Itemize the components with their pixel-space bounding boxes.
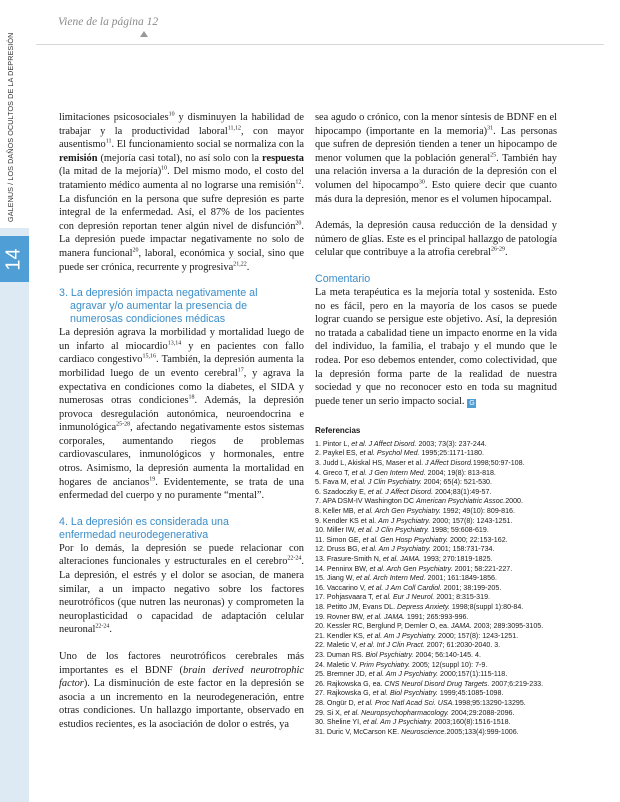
reference-journal: Am J Psychiatry. <box>378 516 431 525</box>
page-number-tab <box>0 236 29 282</box>
reference-number: 10. <box>315 526 325 535</box>
text-run: . Evidentemente, se trata de una enfermedad del cuerpo y no puramente “mental”. <box>59 476 304 502</box>
citation: 19 <box>149 476 156 483</box>
reference-journal: et al. J Am Coll Cardiol. <box>367 583 442 592</box>
reference-journal: American Psychiatric Assoc. <box>415 497 506 506</box>
text-run: . Esto quiere decir que cuanto más dura la depresión, menor es el volumen hipocampal. <box>315 179 557 205</box>
reference-journal: et al. J Affect Disord. <box>351 439 417 448</box>
reference-authors: Pintor L, <box>322 439 352 448</box>
reference-details: 2000; 157(8): 1243-1251. <box>436 631 519 640</box>
reference-journal: et al. Am J Psychiatry. <box>366 631 437 640</box>
heading-line: agravar y/o aumentar la presencia de <box>70 300 248 313</box>
citation: 11,12 <box>227 125 241 132</box>
references-list <box>315 440 557 737</box>
paragraph-glia <box>315 219 557 260</box>
bold-term: remisión <box>59 152 98 164</box>
reference-number: 3. <box>315 459 321 468</box>
reference-number: 22. <box>315 641 325 650</box>
reference-details: 2000;157(1):115-118. <box>438 670 508 679</box>
reference-item <box>315 709 557 719</box>
reference-authors: Maletic V, <box>326 641 360 650</box>
continued-from-note: Viene de la página 12 <box>58 16 159 28</box>
reference-item <box>315 469 557 479</box>
comentario-heading: Comentario <box>315 272 371 285</box>
text-run: . <box>504 247 508 259</box>
end-mark-icon: G <box>469 399 475 407</box>
reference-number: 29. <box>315 708 325 717</box>
text-run: limitaciones psicosociales <box>59 112 169 123</box>
reference-authors: Pohjasvaara T, <box>326 593 376 602</box>
reference-details: 2004;83(1):49-57. <box>433 487 492 496</box>
reference-journal: Biol Psychiatry. <box>365 650 414 659</box>
reference-journal: et al. Int J Clin Pract. <box>359 641 425 650</box>
reference-item <box>315 449 557 459</box>
reference-item <box>315 632 557 642</box>
citation: 10 <box>161 165 168 172</box>
left-column <box>59 111 304 745</box>
text-run: . Además, la depresión provoca desregulación autonómica, neuroendocrina e inmunológica <box>59 395 304 434</box>
reference-authors: APA DSM-IV Washington DC <box>322 497 416 506</box>
reference-item <box>315 670 557 680</box>
text-run: . La depresión, el estrés y el dolor se asocian, de manera similar, a un impacto negativo sobre los factores neurotróficos (que nutren las neuronas) y comprometen la neuroplasticidad o capacidad de adaptación celular neuronal <box>59 556 304 636</box>
reference-number: 1. <box>315 439 321 448</box>
reference-journal: JAMA. <box>450 622 472 631</box>
reference-details: 2001; 158:731-734. <box>430 545 495 554</box>
reference-journal: et al. Arch Gen Psychiatry. <box>357 507 441 516</box>
reference-details: 1992; 49(10): 809-816. <box>440 507 515 516</box>
reference-details: 2004; 19(8): 813-818. <box>425 468 496 477</box>
reference-details: 2004;29:2088-2096. <box>448 708 515 717</box>
reference-number: 17. <box>315 593 325 602</box>
reference-number: 26. <box>315 679 325 688</box>
text-run: La depresión agrava la morbilidad y mortalidad luego de un infarto al miocardio <box>59 327 304 352</box>
reference-number: 6. <box>315 487 321 496</box>
heading-line: 3. La depresión impacta negativamente al <box>59 287 258 300</box>
reference-item <box>315 641 557 651</box>
reference-number: 27. <box>315 689 325 698</box>
text-run: , laboral, económica y social, sino que puede ser crónica, recurrente y progresiva <box>59 247 304 273</box>
reference-authors: Penninx BW, <box>326 564 370 573</box>
reference-journal: et al. Neuropsychopharmacology. <box>343 708 449 717</box>
heading-line: enfermedad neurodegenerativa <box>59 528 209 541</box>
text-run: (mejoría casi total), no así solo con la <box>97 152 263 164</box>
reference-number: 24. <box>315 660 325 669</box>
reference-details: 1995;25:1171-1180. <box>419 449 484 458</box>
reference-number: 21. <box>315 631 325 640</box>
reference-journal: et al. JAMA. <box>382 555 422 563</box>
reference-details: 2005; 12(suppl 10): 7-9. <box>410 660 488 669</box>
bold-term: respuesta <box>262 152 304 164</box>
reference-authors: Duric V, McCarson KE. <box>326 727 402 736</box>
citation: 22-24 <box>287 555 302 562</box>
paragraph-bdnf <box>59 650 304 732</box>
reference-authors: Duman RS. <box>326 650 366 659</box>
reference-item <box>315 459 557 469</box>
reference-journal: et al. J Clin Psychiatry. <box>350 478 422 487</box>
citation: 12 <box>295 179 302 186</box>
references-heading: Referencias <box>315 426 361 436</box>
reference-authors: Rajkowska G, <box>326 689 373 698</box>
reference-number: 28. <box>315 698 325 707</box>
reference-journal: et al. JAMA. <box>366 612 405 621</box>
reference-number: 23. <box>315 650 325 659</box>
comentario-paragraph <box>315 286 557 408</box>
reference-item <box>315 565 557 575</box>
reference-journal: Depress Anxiety. <box>397 602 450 611</box>
reference-item <box>315 526 557 536</box>
running-title: GALENUS / LOS DAÑOS OCULTOS DE LA DEPRESIÓN <box>6 32 15 222</box>
reference-details: 2003;160(8):1516-1518. <box>432 718 511 727</box>
reference-authors: Simon GE, <box>326 535 363 544</box>
italic-term: brain derived neurotrophic factor <box>59 664 305 690</box>
reference-authors: Frasure-Smith N, <box>326 555 383 563</box>
text-run: . <box>246 261 250 273</box>
triangle-up-icon <box>140 31 148 37</box>
text-run: (la mitad de la mejoría) <box>59 166 162 178</box>
reference-number: 25. <box>315 670 325 679</box>
reference-journal: et al. Gen Hosp Psychiatry. <box>362 535 449 544</box>
reference-details: 2005;133(4):999-1006. <box>446 727 519 736</box>
sidebar-band <box>0 228 29 802</box>
reference-details: 2004; 65(4): 521-530. <box>421 478 492 487</box>
reference-journal: et al. J Clin Psychiatry. <box>358 526 430 535</box>
reference-authors: Rovner BW, <box>326 612 367 621</box>
text-run: , afectando negativamente estos sistemas corporales, aumentando riegos de problemas cardiovasculares, inmunológicos y hormonales, entre otros. Asimismo, la depresión aumenta la mortalidad en hogares de ancianos <box>59 422 304 488</box>
text-run: y en pacientes con fallo cardiaco congestivo <box>59 340 304 366</box>
paragraph-functional-impact <box>59 111 304 274</box>
reference-journal: Neuroscience. <box>401 727 447 736</box>
reference-item <box>315 440 557 450</box>
reference-details: 1998;95:13290-13295. <box>454 698 526 707</box>
reference-journal: et al. Psychol Med. <box>359 449 420 458</box>
reference-item <box>315 603 557 613</box>
reference-authors: Petitto JM, Evans DL. <box>326 602 398 611</box>
reference-number: 15. <box>315 574 325 583</box>
text-run: . Del mismo modo, el costo del tratamiento médico aumenta al no lograrse una remisión <box>59 166 305 191</box>
text-run: . <box>109 624 112 636</box>
reference-details: 2003; 289:3095-3105. <box>471 622 544 631</box>
text-run: , con mayor ausentismo <box>59 125 304 151</box>
reference-number: 13. <box>315 555 325 563</box>
header-divider <box>36 44 604 45</box>
reference-journal: et al. Arch Intern Med. <box>356 574 426 583</box>
reference-authors: Vaccarino V, <box>326 583 368 592</box>
citation: 31 <box>487 125 494 132</box>
reference-item <box>315 593 557 603</box>
paragraph-neurodegenerative <box>59 542 304 637</box>
reference-details: 1991; 265:993-996. <box>404 612 469 621</box>
reference-item <box>315 507 557 517</box>
citation: 18 <box>188 394 195 401</box>
reference-number: 9. <box>315 516 321 525</box>
reference-details: 2001; 8:315-319. <box>434 593 490 602</box>
reference-journal: Prim Psychiatry. <box>359 660 411 669</box>
reference-details: 2001; 38:199-205. <box>441 583 502 592</box>
section-heading-4 <box>59 516 304 542</box>
citation: 25-28 <box>116 421 131 428</box>
paragraph-medical-conditions <box>59 326 304 503</box>
reference-journal: et al. Am J Psychiatry. <box>363 718 433 727</box>
text-run: . El funcionamiento social se normaliza con la <box>111 139 304 151</box>
reference-number: 7. <box>315 497 321 506</box>
citation: 25 <box>490 152 497 159</box>
reference-details: 2000; 22:153-162. <box>448 535 508 544</box>
reference-authors: Greco T, <box>322 468 352 477</box>
reference-number: 8. <box>315 507 321 516</box>
reference-authors: Ongür D, <box>326 698 358 707</box>
paragraph-hippocampus <box>315 111 557 206</box>
reference-authors: Keller MB, <box>322 507 358 516</box>
text-run: , y agrava la expectativa en condiciones como la diabetes, el SIDA y numerosas otras condiciones <box>59 367 304 407</box>
reference-details: 1993; 270:1819-1825. <box>421 555 493 563</box>
text-run: . También, la depresión aumenta la morbilidad luego de un evento cerebral <box>59 354 304 379</box>
reference-details: 1998; 59:608-619. <box>429 526 489 535</box>
reference-number: 4. <box>315 468 321 477</box>
reference-journal: et al. J Gen Intern Med. <box>351 468 426 477</box>
reference-item <box>315 574 557 584</box>
reference-journal: CNS Neurol Disord Drug Targets. <box>384 679 490 688</box>
reference-item <box>315 517 557 527</box>
reference-details: 1999;45:1085-1098. <box>437 689 504 698</box>
reference-item <box>315 718 557 728</box>
reference-authors: Fava M, <box>322 478 351 487</box>
reference-item <box>315 651 557 661</box>
citation: 30 <box>418 179 425 186</box>
reference-authors: Kessler RC, Berglund P, Demler O, ea. <box>326 622 451 631</box>
citation: 15,16 <box>142 353 156 360</box>
reference-authors: Szadoczky E, <box>322 487 368 496</box>
reference-item <box>315 497 557 507</box>
reference-details: 1998;50:97-108. <box>472 459 525 468</box>
text-run: . Las personas que sufren de depresión tienden a tener un hipocampo de menor volumen que la población general <box>315 125 557 164</box>
reference-details: 2007;6:219-233. <box>489 679 544 688</box>
reference-journal: et al. J Affect Disord. <box>367 487 434 496</box>
reference-number: 16. <box>315 583 325 592</box>
reference-journal: et al. Am J Psychiatry. <box>361 545 431 554</box>
reference-details: 2004; 56:140-145. 4. <box>413 650 481 659</box>
citation: 26-29 <box>490 246 505 253</box>
citation: 20 <box>132 247 139 254</box>
reference-number: 19. <box>315 612 325 621</box>
reference-item <box>315 584 557 594</box>
citation: 11 <box>105 138 112 145</box>
reference-details: 1998;8(suppl 1):80-84. <box>449 602 524 611</box>
reference-item <box>315 728 557 738</box>
text-run: sea agudo o crónico, con la menor síntesis de BDNF en el hipocampo (importante en la memoria) <box>315 112 557 137</box>
sidebar <box>0 0 29 802</box>
text-run: y disminuyen la habilidad de trabajar y la productividad laboral <box>59 112 304 137</box>
reference-authors: Si X, <box>326 708 344 717</box>
reference-authors: Sheline YI, <box>326 718 364 727</box>
text-run: . La disfunción en la persona que sufre depresión es parte integral de la enfermedad. Así, el 87% de los pacientes con depresión reportan tener algún nivel de disfunción <box>59 179 304 232</box>
reference-item <box>315 555 557 565</box>
reference-item <box>315 661 557 671</box>
text-run: Por lo demás, la depresión se puede relacionar con alteraciones funcionales y estructurales en el cerebro <box>59 542 304 568</box>
reference-item <box>315 488 557 498</box>
reference-journal: et al. Proc Natl Acad Sci. USA. <box>357 698 455 707</box>
reference-item <box>315 613 557 623</box>
citation: 20 <box>295 220 302 227</box>
citation: 21,22 <box>233 261 247 268</box>
reference-journal: et al. Biol Psychiatry. <box>372 689 438 698</box>
reference-number: 5. <box>315 478 321 487</box>
reference-authors: Druss BG, <box>326 545 362 554</box>
reference-journal: et al. Arch Gen Psychiatry. <box>369 564 453 573</box>
reference-authors: Rajkowska G, ea. <box>326 679 385 688</box>
reference-number: 20. <box>315 622 325 631</box>
reference-number: 18. <box>315 602 325 611</box>
reference-number: 30. <box>315 718 325 727</box>
reference-journal: et al. Am J Psychiatry. <box>368 670 439 679</box>
reference-authors: Kendler KS, <box>326 631 367 640</box>
text-run: . La depresión puede impactar negativamente no solo de manera funcional <box>59 220 304 259</box>
reference-authors: Jiang W, <box>326 574 357 583</box>
reference-details: 2000; 157(8): 1243-1251. <box>430 516 513 525</box>
reference-number: 2. <box>315 449 321 458</box>
reference-authors: Miller IW, <box>326 526 358 535</box>
reference-number: 11. <box>315 535 325 544</box>
text-run: ). La disminución de este factor en la depresión se asocia a un incremento en la neurodegeneración, entre otras condiciones. Un hallazgo importante, observado en estudios recientes, es la asociación de dolor o estrés, ya <box>59 678 304 730</box>
reference-authors: Kendler KS et al. <box>322 516 379 525</box>
reference-journal: et al. Eur J Neurol. <box>375 593 435 602</box>
reference-authors: Judd L, Akiskal HS, Maser et al. <box>322 459 426 468</box>
reference-authors: Bremner JD, <box>326 670 369 679</box>
citation: 13,14 <box>167 340 182 347</box>
reference-item <box>315 680 557 690</box>
reference-number: 31. <box>315 727 325 736</box>
reference-authors: Paykel ES, <box>322 449 360 458</box>
section-heading-3 <box>59 287 304 326</box>
reference-details: 2003; 73(3): 237-244. <box>416 439 487 448</box>
reference-item <box>315 622 557 632</box>
citation: 22-24 <box>95 623 110 630</box>
citation: 10 <box>168 111 175 118</box>
reference-item <box>315 545 557 555</box>
citation: 17 <box>237 367 244 374</box>
reference-item <box>315 478 557 488</box>
reference-details: 2007; 61:2030-2040. 3. <box>424 641 501 650</box>
text-run: La meta terapéutica es la mejoría total y sostenida. Esto no es fácil, pero en la mayoría de los casos se puede lograr cuando se persigue este objetivo. Así, la depresión no tratada a cabalidad tiene un impacto enorme en la vida del individuo, la familia, el trabajo y el mundo que le rodea. Por eso debemos entender, como colectividad, que la depresión forma parte de la realidad de nuestra sociedad y que no reconocer esto en toda su magnitud puede tener un serio impacto social. <box>315 286 557 407</box>
reference-item <box>315 689 557 699</box>
reference-journal: J Affect Disord. <box>425 459 473 468</box>
page-number: 14 <box>3 247 25 271</box>
reference-authors: Maletic V. <box>326 660 360 669</box>
reference-item <box>315 699 557 709</box>
text-run: . También hay una relación inversa a la duración de la depresión con el volumen del hipocampo <box>315 152 558 191</box>
text-run: Además, la depresión causa reducción de la densidad y número de glías. Este es el principal hallazgo de patología celular que contribuye a la atrofia cerebral <box>315 220 557 259</box>
text-run: Uno de los factores neurotróficos cerebrales más importantes es el BDNF ( <box>59 651 304 676</box>
heading-line: 4. La depresión es considerada una <box>59 515 229 528</box>
right-column <box>315 111 557 737</box>
reference-details: 2000. <box>505 497 523 506</box>
heading-line: numerosas condiciones médicas <box>70 313 226 326</box>
reference-details: 2001; 58:221-227. <box>452 564 513 573</box>
reference-item <box>315 536 557 546</box>
reference-number: 14. <box>315 564 325 573</box>
reference-details: 2001; 161:1849-1856. <box>425 574 497 583</box>
reference-number: 12. <box>315 545 325 554</box>
